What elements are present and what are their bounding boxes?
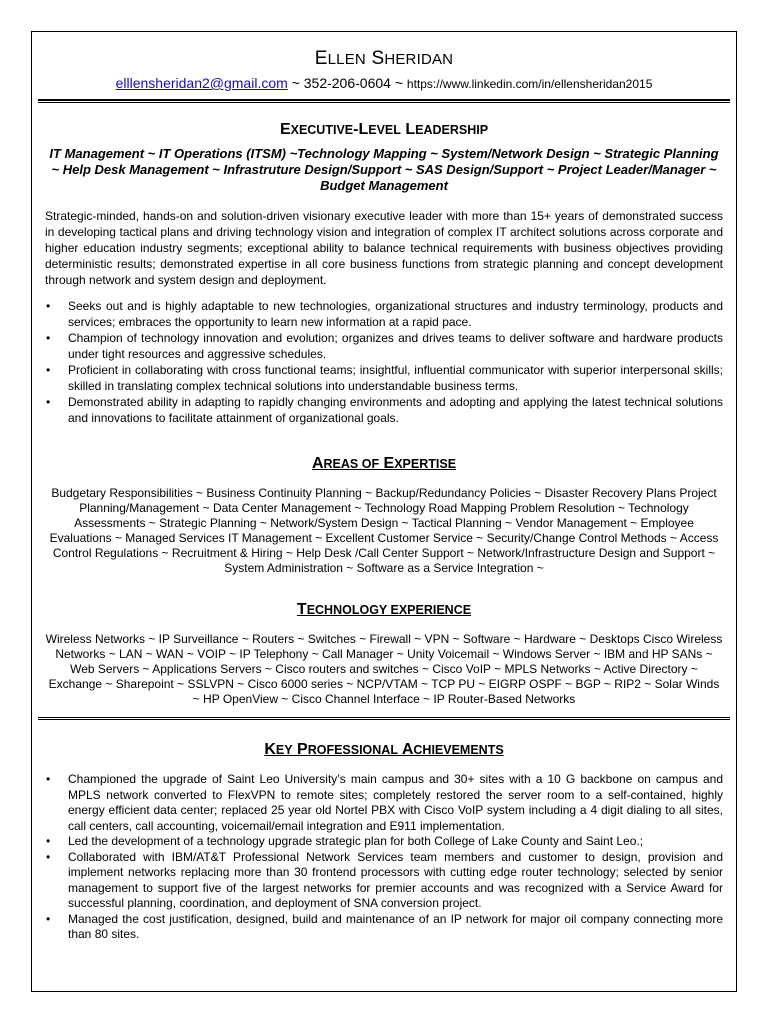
bullet-icon: • bbox=[46, 331, 51, 345]
bullet-icon: • bbox=[46, 363, 51, 377]
title-part: P bbox=[292, 741, 308, 758]
name-initial: E bbox=[314, 48, 328, 69]
title-part: E bbox=[379, 455, 395, 472]
title-part: XPERTISE bbox=[394, 457, 457, 471]
achievements-bullets bbox=[45, 772, 723, 943]
surname-initial: S bbox=[371, 48, 385, 69]
title-part: K bbox=[264, 741, 276, 758]
name-rest: LLEN bbox=[327, 51, 366, 68]
section-divider bbox=[38, 717, 730, 720]
technology-title bbox=[45, 600, 723, 620]
title-part: XECUTIVE bbox=[290, 123, 354, 137]
list-item bbox=[45, 298, 723, 330]
bullet-icon: • bbox=[46, 911, 51, 926]
leadership-keywords: IT Management ~ IT Operations (ITSM) ~Technology Mapping ~ System/Network Design ~ Strategic Planning ~ Help Desk Management ~ Infrastruture Design/Support ~ SAS Design/Support ~ Project Leader/Manager ~ Budget Management bbox=[49, 146, 719, 193]
bullet-text: Proficient in collaborating with cross functional teams; insightful, influential communicator with superior interpersonal skills; skilled in translating complex technical solutions into understandable business terms. bbox=[68, 363, 723, 393]
surname-rest: HERIDAN bbox=[384, 51, 454, 68]
resume-content bbox=[45, 40, 723, 943]
title-part: ECHNOLOGY EXPERIENCE bbox=[306, 603, 472, 617]
bullet-text: Champion of technology innovation and evolution; organizes and drives teams to deliver software and hardware products under tight resources and aggressive schedules. bbox=[68, 331, 723, 361]
leadership-title bbox=[45, 120, 723, 140]
title-part: A bbox=[397, 741, 414, 758]
title-part: T bbox=[296, 601, 307, 618]
separator: ~ bbox=[394, 75, 404, 91]
title-part: -L bbox=[353, 121, 369, 138]
header-divider bbox=[38, 99, 730, 103]
separator: ~ bbox=[291, 75, 300, 91]
list-item bbox=[45, 912, 723, 943]
bullet-icon: • bbox=[46, 299, 51, 313]
list-item bbox=[45, 834, 723, 850]
bullet-icon: • bbox=[46, 834, 51, 848]
leadership-summary: Strategic-minded, hands-on and solution-driven visionary executive leader with more than 15+ years of demonstrated success in developing tactical plans and driving technology vision and integration of complex IT architect solutions across corporate and higher education industry segments; exceptional ability to balance technical requirements with business objectives providing deterministic results; demonstrated expertise in all core business functions from strategic planning and concept development through network and system design and deployment. bbox=[45, 209, 723, 287]
title-part: EADERSHIP bbox=[415, 123, 489, 137]
title-part: REAS OF bbox=[323, 457, 380, 471]
title-part: A bbox=[311, 455, 324, 472]
title-part: CHIEVEMENTS bbox=[413, 743, 504, 757]
leadership-bullets bbox=[45, 298, 723, 426]
title-part: EVEL bbox=[368, 123, 401, 137]
technology-list: Wireless Networks ~ IP Surveillance ~ Routers ~ Switches ~ Firewall ~ VPN ~ Software ~ Hardware ~ Desktops Cisco Wireless Networks ~ LAN ~ WAN ~ VOIP ~ IP Telephony ~ Call Manager ~ Unity Voicemail ~ Windows Server ~ IBM and HP SANs ~ Web Servers ~ Applications Servers ~ Cisco routers and switches ~ Cisco VoIP ~ MPLS Networks ~ Active Directory ~ Exchange ~ Sharepoint ~ SSLVPN ~ Cisco 6000 series ~ NCP/VTAM ~ TCP PU ~ EIGRP OSPF ~ BGP ~ RIP2 ~ Solar Winds ~ HP OpenView ~ Cisco Channel Interface ~ IP Router-Based Networks bbox=[45, 632, 723, 706]
bullet-text: Championed the upgrade of Saint Leo University’s main campus and 30+ sites with a 10 G backbone on campus and MPLS network converted to FlexVPN to remote sites; completely restored the server room to a self-contained, highly energy efficient data center; replaced 25 year old Nortel PBX with Cisco VoIP system including a 4 digit dialing to all sites, call centers, call accounting, voicemail/email integration and E911 implementation. bbox=[68, 772, 723, 833]
list-item bbox=[45, 362, 723, 394]
title-part: E bbox=[279, 121, 291, 138]
achievements-title bbox=[45, 740, 723, 760]
list-item bbox=[45, 772, 723, 834]
bullet-text: Collaborated with IBM/AT&T Professional Network Services team members and customer to design, provision and implement networks replacing more than 30 frontend processors with cutting edge router technology; selected by senior management to support five of the largest networks for premier accounts and was recognized with a Service Award for successful planning, coordination, and deployment of SNA conversion project. bbox=[68, 849, 723, 910]
title-part: EY bbox=[275, 743, 293, 757]
list-item bbox=[45, 394, 723, 426]
expertise-title bbox=[45, 454, 723, 474]
expertise-list: Budgetary Responsibilities ~ Business Continuity Planning ~ Backup/Redundancy Policies ~ Disaster Recovery Plans Project Planning/Management ~ Data Center Management ~ Technology Road Mapping Problem Resolution ~ Technology Assessments ~ Strategic Planning ~ Network/System Design ~ Tactical Planning ~ Vendor Management ~ Employee Evaluations ~ Managed Services IT Management ~ Excellent Customer Service ~ Security/Change Control Methods ~ Access Control Regulations ~ Recruitment & Hiring ~ Help Desk /Call Center Support ~ Network/Infrastructure Design and Support ~ System Administration ~ Software as a Service Integration ~ bbox=[49, 486, 719, 575]
list-item bbox=[45, 850, 723, 912]
bullet-icon: • bbox=[46, 772, 51, 786]
candidate-name bbox=[45, 47, 723, 72]
list-item bbox=[45, 330, 723, 362]
title-part: ROFESSIONAL bbox=[307, 743, 398, 757]
bullet-text: Managed the cost justification, designed, build and maintenance of an IP network for major oil company connecting more than 80 sites. bbox=[68, 911, 723, 941]
bullet-text: Led the development of a technology upgrade strategic plan for both College of Lake County and Saint Leo.; bbox=[68, 834, 644, 848]
linkedin-url: https://www.linkedin.com/in/ellensheridan2015 bbox=[406, 77, 653, 91]
bullet-icon: • bbox=[46, 395, 51, 409]
bullet-icon: • bbox=[46, 849, 51, 864]
title-part: L bbox=[400, 121, 416, 138]
contact-line bbox=[45, 74, 723, 93]
bullet-text: Seeks out and is highly adaptable to new technologies, organizational structures and industry terminology, products and services; embraces the opportunity to learn new information at a rapid pace. bbox=[68, 299, 723, 329]
phone-number: 352-206-0604 bbox=[303, 75, 391, 91]
email-link[interactable]: elllensheridan2@gmail.com bbox=[115, 75, 288, 91]
bullet-text: Demonstrated ability in adapting to rapidly changing environments and adopting and applying the latest technical solutions and innovations to facilitate attainment of organizational goals. bbox=[68, 395, 723, 425]
